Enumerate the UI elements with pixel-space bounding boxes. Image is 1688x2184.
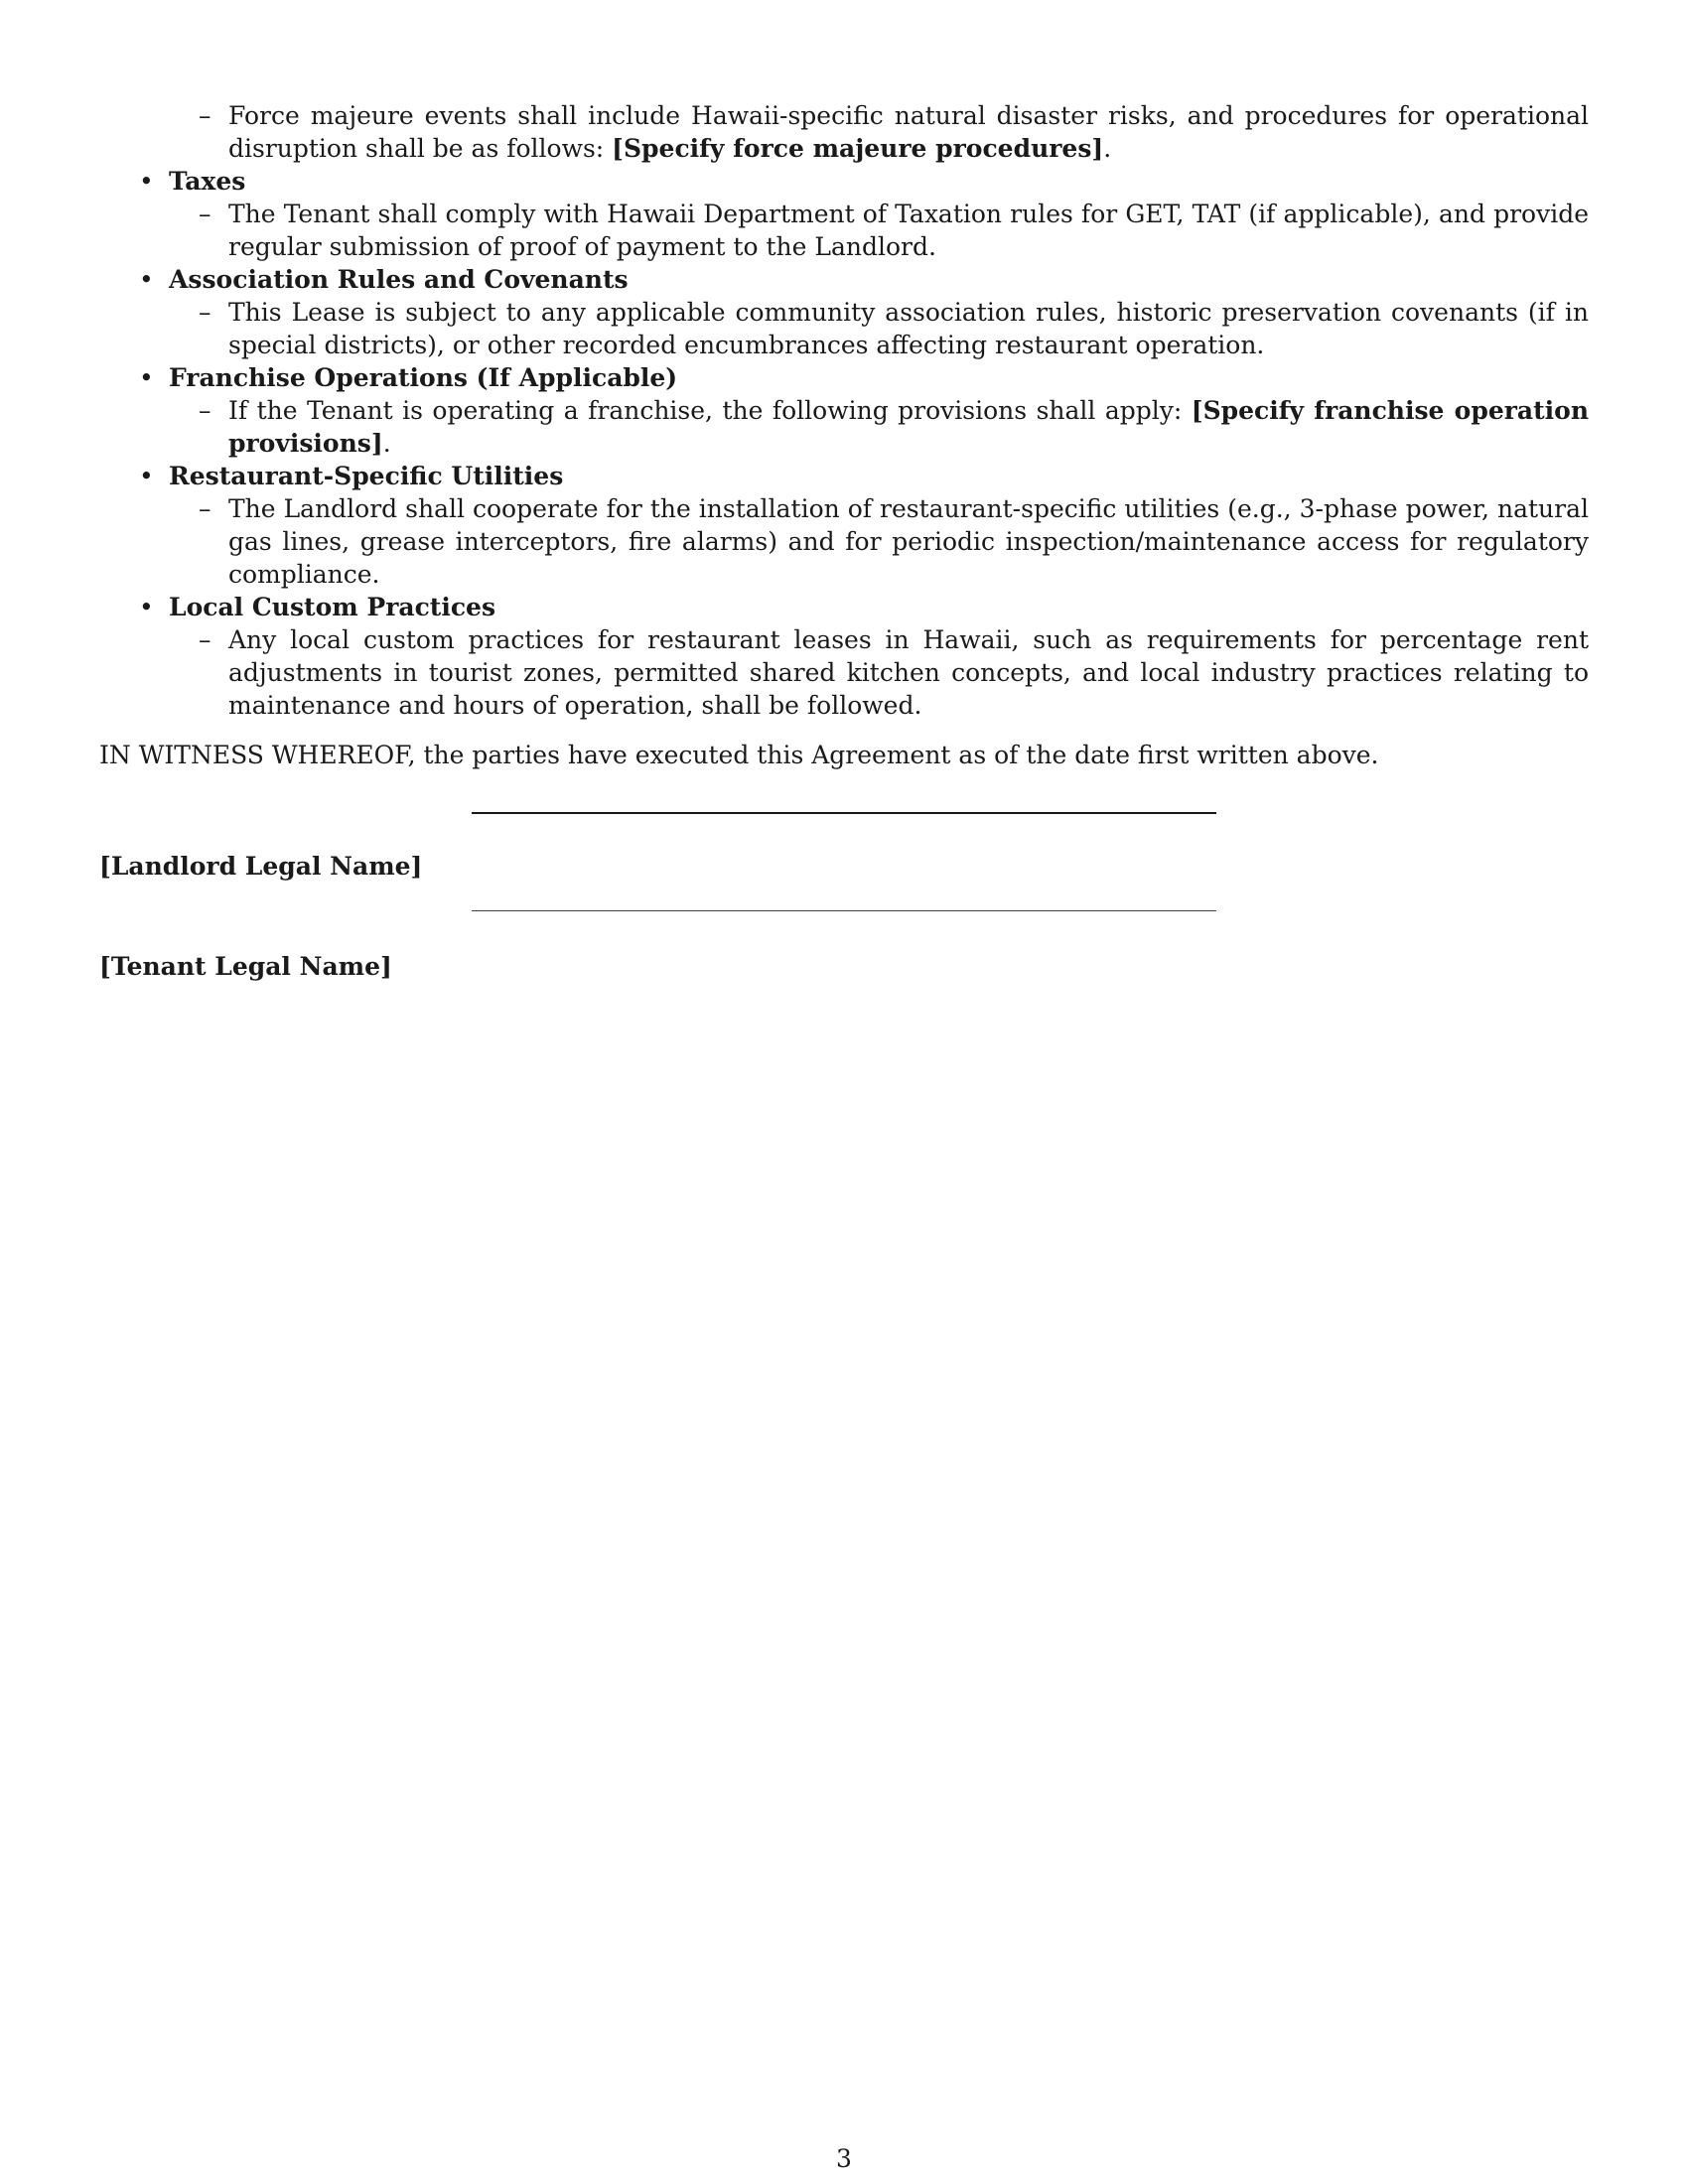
dash-marker: – — [199, 494, 211, 523]
dash-marker: – — [199, 200, 211, 228]
list-item-franchise-operations — [99, 361, 1589, 394]
tenant-signature-line[interactable] — [472, 910, 1216, 911]
list-subitem-taxes — [99, 198, 1589, 263]
section-heading: Taxes — [169, 167, 246, 196]
witness-clause: IN WITNESS WHEREOF, the parties have executed this Agreement as of the date first written above. — [99, 741, 1379, 769]
dash-marker: – — [199, 625, 211, 654]
landlord-signature-block — [99, 771, 1589, 881]
tenant-name: [Tenant Legal Name] — [99, 952, 392, 981]
list-item-taxes — [99, 165, 1589, 198]
subitem-text: Force majeure events shall include Hawaii-specific natural disaster risks, and procedures for operational disruption shall be as follows: — [228, 101, 1589, 163]
placeholder-field: [Specify franchise operation provisions] — [228, 396, 1589, 458]
dash-marker: – — [199, 298, 211, 327]
section-heading: Association Rules and Covenants — [169, 265, 629, 294]
list-item-local-custom-practices — [99, 591, 1589, 623]
subitem-text-end: . — [382, 429, 391, 458]
subitem-text: The Tenant shall comply with Hawaii Department of Taxation rules for GET, TAT (if applicable), and provide regular submission of proof of payment to the Landlord. — [228, 200, 1589, 261]
list-subitem-association-rules — [99, 296, 1589, 361]
list-item-restaurant-utilities — [99, 460, 1589, 492]
page-number: 3 — [836, 2144, 852, 2173]
bullet-marker: • — [139, 593, 154, 621]
list-subitem-local-custom-practices — [99, 623, 1589, 722]
bullet-marker: • — [139, 167, 154, 196]
section-heading: Local Custom Practices — [169, 593, 496, 621]
subitem-text-end: . — [1103, 134, 1112, 163]
dash-marker: – — [199, 396, 211, 425]
bullet-marker: • — [139, 265, 154, 294]
landlord-name: [Landlord Legal Name] — [99, 852, 423, 881]
bullet-marker: • — [139, 363, 154, 392]
section-heading: Restaurant-Specific Utilities — [169, 462, 564, 490]
list-item-association-rules — [99, 263, 1589, 296]
bullet-marker: • — [139, 462, 154, 490]
subitem-text: If the Tenant is operating a franchise, the following provisions shall apply: — [228, 396, 1192, 425]
subitem-text: This Lease is subject to any applicable community association rules, historic preservation covenants (if in special districts), or other recorded encumbrances affecting restaurant operation. — [228, 298, 1589, 359]
subitem-text: Any local custom practices for restaurant leases in Hawaii, such as requirements for percentage rent adjustments in tourist zones, permitted shared kitchen concepts, and local industry practices relating to maintenance and hours of operation, shall be followed. — [228, 625, 1589, 720]
list-subitem-restaurant-utilities — [99, 492, 1589, 591]
landlord-signature-line[interactable] — [472, 812, 1216, 814]
document-body — [99, 99, 1589, 981]
list-subitem-force-majeure — [99, 99, 1589, 165]
section-heading: Franchise Operations (If Applicable) — [169, 363, 678, 392]
dash-marker: – — [199, 101, 211, 130]
tenant-signature-block — [99, 871, 1589, 981]
subitem-text: The Landlord shall cooperate for the installation of restaurant-specific utilities (e.g., 3-phase power, natural gas lines, grease interceptors, fire alarms) and for periodic inspection/maintenance access for regulatory compliance. — [228, 494, 1589, 589]
placeholder-field: [Specify force majeure procedures] — [612, 134, 1104, 163]
list-subitem-franchise-operations — [99, 394, 1589, 460]
